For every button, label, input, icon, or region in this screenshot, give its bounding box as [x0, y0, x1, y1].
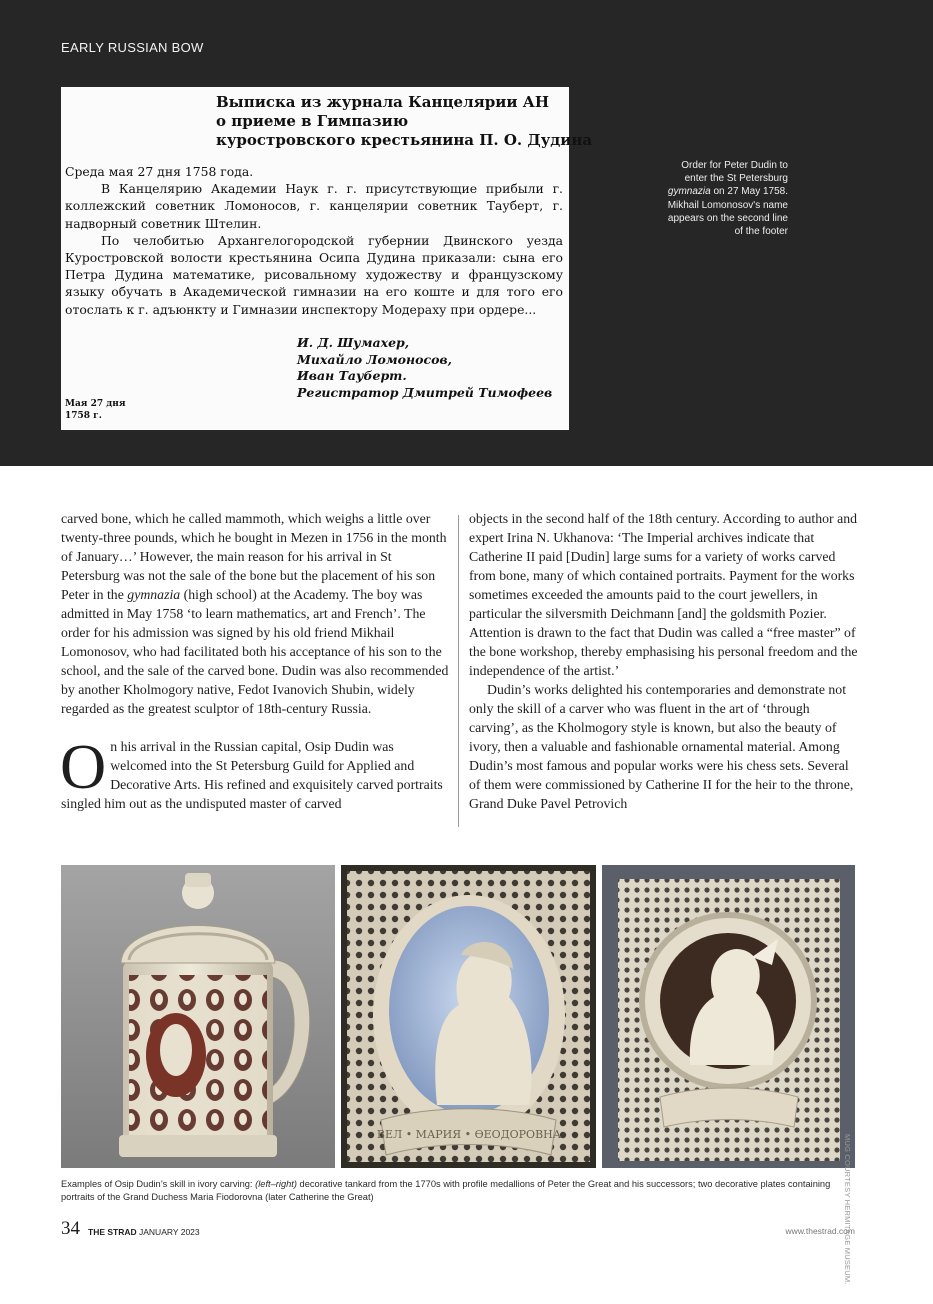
article-paragraph: Dudin’s works delighted his contemporaries and demonstrate not only the skill of a carver who was fluent in the art of ‘through carving’, as the Kholmogory style is known, but also the beauty of ivory, then a valuable and fashionable ornamental material. Among Dudin’s most famous and popular works were his chess sets. Several of them were commissioned by Catherine II for the heir to the throne, Grand Duke Pavel Petrovich	[469, 682, 854, 811]
document-body	[65, 163, 563, 318]
document-title: Выписка из журнала Канцелярии АН о приеме в Гимпазию куростровского крестьянина П. О. Дудина	[216, 93, 593, 149]
article-paragraph: objects in the second half of the 18th century. According to author and expert Irina N. Ukhanova: ‘The Imperial archives indicate that Catherine II paid [Dudin] large sums for a variety of works carved from bone, many of which contained portraits. Payment for the works sometimes exceeded the amounts paid to the court jewellers, in particular the silversmith Deichmann [and] the goldsmith Pozier. Attention is drawn to the fact that Dudin was called a “free master” of the bone workshop, thereby emphasising his personal freedom and the independence of the artist.’	[469, 511, 858, 678]
document-signatures: И. Д. Шумахер, Михайло Ломоносов, Иван Тауберт. Регистратор Дмитрей Тимофеев	[297, 335, 553, 400]
document-footer-date: Мая 27 дня 1758 г.	[65, 399, 126, 421]
article-column-left	[61, 509, 450, 813]
column-divider	[458, 515, 459, 827]
article-column-right	[469, 509, 859, 813]
article-paragraph: On his arrival in the Russian capital, Osip Dudin was welcomed into the St Petersburg Guild for Applied and Decorative Arts. His refined and exquisitely carved portraits singled him out as the undisputed master of carved	[60, 731, 443, 811]
article-paragraph: carved bone, which he called mammoth, which weighs a little over twenty-three pounds, which he bought in Mezen in 1756 in the month of January…’ However, the main reason for his arrival in St Petersburg was not the sale of the bone but the placement of his son Peter in the gymnazia (high school) at the Academy. The boy was admitted in May 1758 ‘to learn mathematics, art and French’. The order for his admission was signed by his old friend Mikhail Lomonosov, who had facilitated both his acceptance of his son to the school, and the sale of the carved bone. Dudin was also recommended by another Kholmogory native, Fedot Ivanovich Shubin, widely regarded as the greatest sculptor of 18th-century Russia.	[61, 511, 449, 716]
section-label: EARLY RUSSIAN BOW	[61, 40, 204, 55]
document-paragraph: В Канцелярию Академии Наук г. г. присутствующие прибыли г. коллежский советник Ломоносов, г. канцелярии советник Тауберт, г. надворный советник Штелин.	[65, 181, 563, 231]
document-paragraph: По челобитью Архангелогородской губернии Двинского уезда Куростровской волости крестьянина Осипа Дудина приказали: сына его Петра Дудина математике, рисовальному художеству и французскому языку обучать в Академической гимназии на его коште и для того его отослать к г. адъюнкту и Гимназии инспектору Модераху при ордере...	[65, 232, 563, 317]
website-link[interactable]: www.thestrad.com	[785, 1226, 855, 1236]
document-date-line: Среда мая 27 дня 1758 года.	[65, 164, 254, 179]
drop-cap: O	[60, 731, 107, 802]
plate-inscription: ВЕЛ • МАРИЯ • ѲЕОДОРОВНА	[376, 1128, 562, 1141]
portrait-plate-photo-2	[602, 865, 855, 1168]
publication-footer: THE STRAD JANUARY 2023	[88, 1227, 200, 1237]
photo-caption: Examples of Osip Dudin’s skill in ivory carving: (left–right) decorative tankard from the 1770s with profile medallions of Peter the Great and his successors; two decorative plates containing portraits of the Grand Duchess Maria Fiodorovna (later Catherine the Great)	[61, 1179, 831, 1202]
photo-credit: MUG COURTESY HERMITAGE MUSEUM.	[843, 1134, 852, 1285]
document-caption: Order for Peter Dudin to enter the St Petersburg gymnazia on 27 May 1758. Mikhail Lomonosov's name appears on the second line of the footer	[667, 160, 788, 238]
portrait-plate-photo-1	[341, 865, 596, 1168]
archival-document-image	[61, 87, 593, 430]
tankard-photo	[61, 865, 335, 1168]
page-number: 34	[61, 1218, 80, 1239]
